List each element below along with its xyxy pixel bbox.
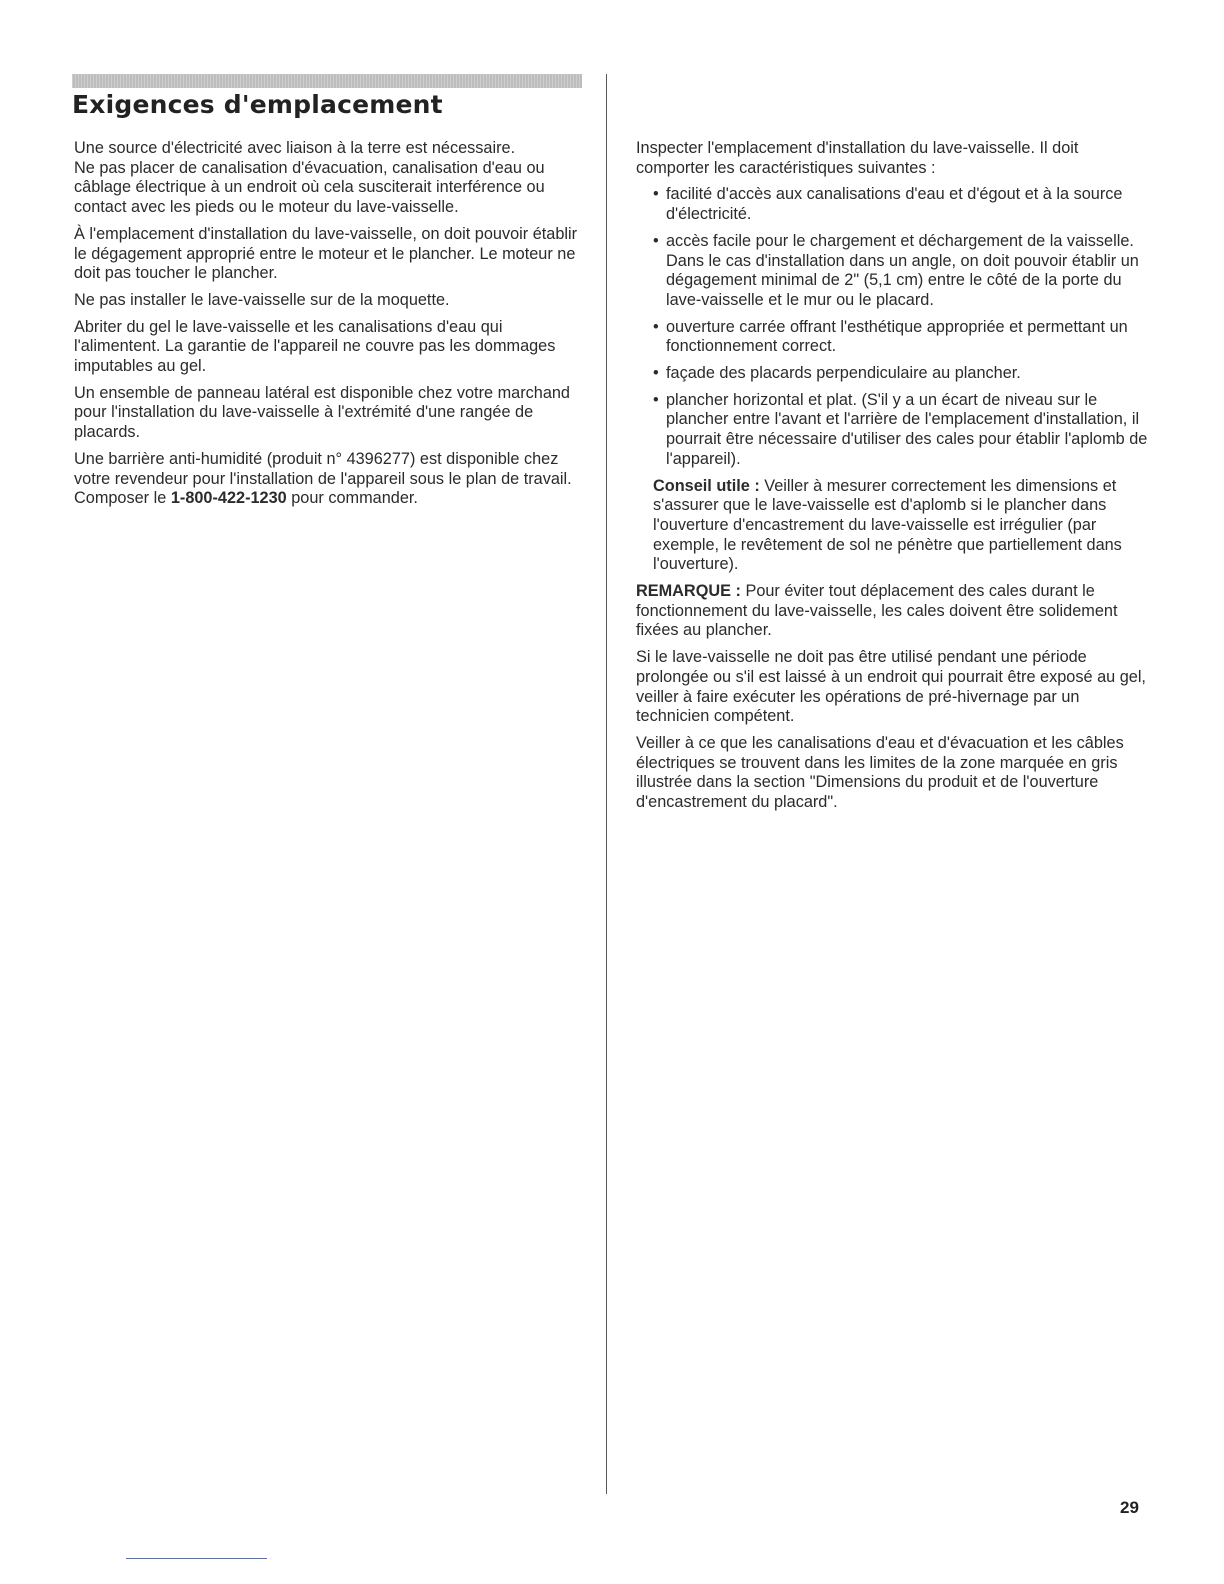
paragraph-gray-zone: Veiller à ce que les canalisations d'eau et d'évacuation et les câbles électriques se trouvent dans les limites de la zone marquée en gris illustrée dans la section "Dimensions du produit et de l'ouverture d'encastrement du placard". xyxy=(636,733,1124,812)
tip-paragraph xyxy=(653,477,1148,576)
list-item-text: accès facile pour le chargement et déchargement de la vaisselle. xyxy=(666,231,1134,250)
right-column xyxy=(636,139,1148,820)
tip-label: Conseil utile : xyxy=(653,476,760,495)
paragraph-moisture-barrier xyxy=(74,450,586,509)
note-paragraph xyxy=(636,582,1148,641)
list-item-text: plancher horizontal et plat. (S'il y a un écart de niveau sur le plancher entre l'avant et l'arrière de l'emplacement d'installation, il pourrait être nécessaire d'utiliser des cales pour établir l'aplomb de l'appareil). xyxy=(666,390,1148,468)
note-label: REMARQUE : xyxy=(636,582,741,601)
phone-number: 1-800-422-1230 xyxy=(170,489,287,508)
moisture-barrier-text: Une barrière anti-humidité (produit n° 4396277) est disponible chez votre revendeur pour l'installation de l'appareil sous le plan de travail. Composer le xyxy=(74,449,572,508)
footer-rule xyxy=(126,1558,267,1559)
list-item xyxy=(653,391,1148,470)
section-heading: Exigences d'emplacement xyxy=(72,90,443,119)
paragraph-grounding: Une source d'électricité avec liaison à la terre est nécessaire. xyxy=(74,139,516,157)
paragraph-inspect-intro: Inspecter l'emplacement d'installation du lave-vaisselle. Il doit comporter les caractéristiques suivantes : xyxy=(636,139,1079,177)
list-item xyxy=(653,364,1148,384)
paragraph-carpet: Ne pas installer le lave-vaisselle sur de la moquette. xyxy=(74,290,450,309)
paragraph-motor-clearance: À l'emplacement d'installation du lave-vaisselle, on doit pouvoir établir le dégagement approprié entre le moteur et le plancher. Le moteur ne doit pas toucher le plancher. xyxy=(74,224,578,283)
paragraph-winterizing: Si le lave-vaisselle ne doit pas être utilisé pendant une période prolongée ou s'il est laissé à un endroit qui pourrait être exposé au gel, veiller à faire exécuter les opérations de pré-hivernage par un technicien compétent. xyxy=(636,648,1146,726)
list-item-text: façade des placards perpendiculaire au plancher. xyxy=(666,364,1021,383)
paragraph-placement: Ne pas placer de canalisation d'évacuation, canalisation d'eau ou câblage électrique à un endroit où cela susciterait interférence ou contact avec les pieds ou le moteur du lave-vaisselle. xyxy=(74,158,545,217)
list-item-text: ouverture carrée offrant l'esthétique appropriée et permettant un fonctionnement correct. xyxy=(666,317,1128,356)
corner-clearance-text: Dans le cas d'installation dans un angle, on doit pouvoir établir un dégagement minimal de 2" (5,1 cm) entre le côté de la porte du lave-vaisselle et le mur ou le placard. xyxy=(666,251,1139,309)
paragraph-side-panel: Un ensemble de panneau latéral est disponible chez votre marchand pour l'installation du lave-vaisselle à l'extrémité d'une rangée de placards. xyxy=(74,383,570,442)
column-divider xyxy=(606,74,607,1494)
paragraph-freeze: Abriter du gel le lave-vaisselle et les canalisations d'eau qui l'alimentent. La garantie de l'appareil ne couvre pas les dommages imputables au gel. xyxy=(74,317,556,376)
tip-text: Veiller à mesurer correctement les dimensions et s'assurer que le lave-vaisselle est d'aplomb si le plancher dans l'ouverture d'encastrement du lave-vaisselle est irrégulier (par exemple, le revêtement de sol ne pénètre que partiellement dans l'ouverture). xyxy=(653,476,1122,574)
note-text: Pour éviter tout déplacement des cales durant le fonctionnement du lave-vaisselle, les cales doivent être solidement fixées au plancher. xyxy=(636,582,1118,640)
list-item-text: facilité d'accès aux canalisations d'eau et d'égout et à la source d'électricité. xyxy=(666,185,1123,224)
left-column xyxy=(74,139,586,516)
requirements-list xyxy=(636,185,1148,469)
list-item xyxy=(653,232,1148,311)
list-item xyxy=(653,185,1148,224)
section-header-bar xyxy=(72,74,582,88)
list-item xyxy=(653,318,1148,357)
page-number: 29 xyxy=(1120,1498,1139,1517)
order-text: pour commander. xyxy=(291,489,418,508)
